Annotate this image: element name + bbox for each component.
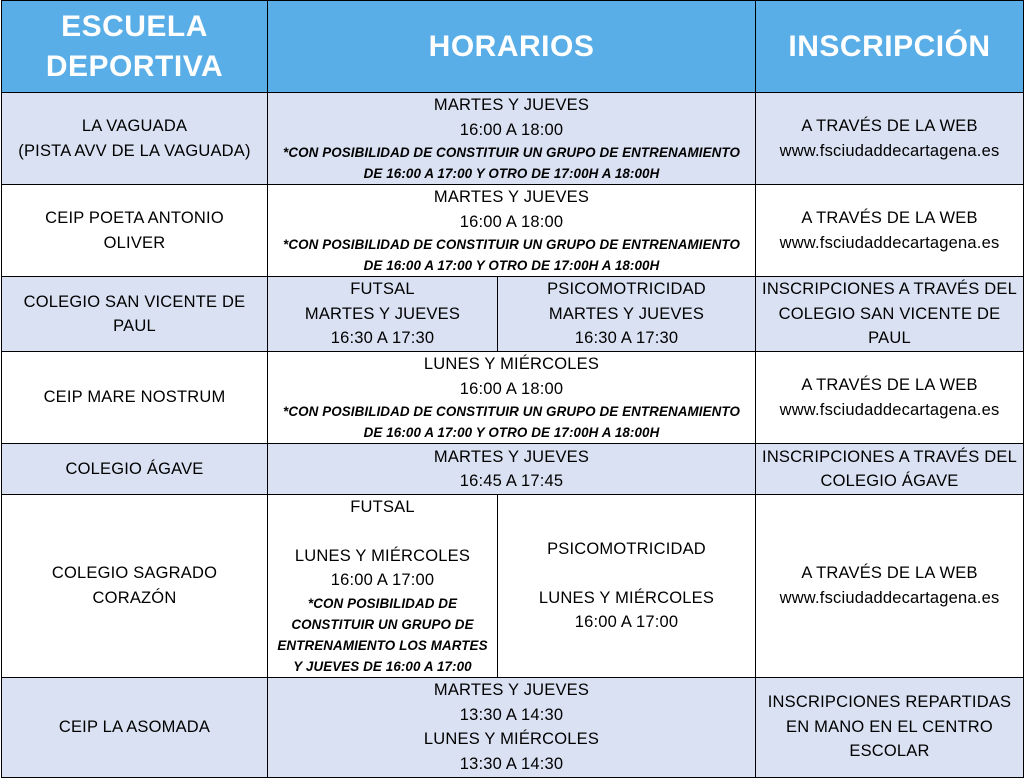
- schedule-time: 16:45 A 17:45: [459, 472, 564, 490]
- schedule-days: LUNES Y MIÉRCOLES: [423, 355, 600, 373]
- schedule-days: LUNES Y MIÉRCOLES: [423, 730, 600, 748]
- registration-cell: [756, 677, 1024, 777]
- school-cell: [2, 277, 268, 352]
- activity-title: FUTSAL: [350, 498, 415, 516]
- psychomotor-cell: [498, 277, 756, 352]
- futsal-cell: [268, 495, 498, 678]
- schedule-cell: [268, 677, 756, 777]
- schedule-time: 13:30 A 14:30: [459, 705, 564, 724]
- registration-text: COLEGIO ÁGAVE: [820, 472, 959, 490]
- registration-cell: [756, 277, 1024, 352]
- schedule-note: ENTRENAMIENTO LOS MARTES: [277, 637, 488, 653]
- school-cell: [2, 495, 268, 678]
- registration-text: INSCRIPCIONES A TRAVÉS DEL: [762, 280, 1017, 299]
- registration-cell: [756, 185, 1024, 277]
- futsal-cell: [268, 277, 498, 352]
- schedule-note: *CON POSIBILIDAD DE CONSTITUIR UN GRUPO DE ENTRENAMIENTO: [283, 237, 740, 252]
- schedule-table: [1, 0, 1024, 778]
- psychomotor-cell: [498, 495, 756, 678]
- school-name-cont: OLIVER: [103, 233, 166, 252]
- registration-url: www.fsciudaddecartagena.es: [779, 233, 1000, 252]
- activity-title: PSICOMOTRICIDAD: [547, 280, 706, 299]
- schedule-time: 16:30 A 17:30: [574, 329, 679, 348]
- registration-url: www.fsciudaddecartagena.es: [779, 141, 1000, 160]
- table-row: [2, 495, 1024, 678]
- schedule-days: MARTES Y JUEVES: [433, 681, 590, 699]
- registration-cell: [756, 352, 1024, 444]
- registration-url: www.fsciudaddecartagena.es: [779, 400, 1000, 419]
- schedule-days: MARTES Y JUEVES: [433, 447, 590, 466]
- school-name: CEIP POETA ANTONIO: [45, 209, 224, 227]
- registration-cell: [756, 495, 1024, 678]
- schedule-time: 13:30 A 14:30: [459, 754, 564, 773]
- registration-text: PAUL: [868, 329, 911, 348]
- schedule-time: 16:00 A 18:00: [459, 212, 564, 231]
- schedule-time: 16:00 A 18:00: [459, 120, 564, 139]
- registration-text: A TRAVÉS DE LA WEB: [801, 117, 978, 135]
- registration-text: A TRAVÉS DE LA WEB: [801, 376, 978, 394]
- schedule-days: MARTES Y JUEVES: [433, 96, 590, 114]
- schedule-cell: [268, 185, 756, 277]
- school-detail: (PISTA AVV DE LA VAGUADA): [18, 141, 251, 160]
- header-schedule: HORARIOS: [268, 1, 756, 93]
- school-cell: [2, 185, 268, 277]
- registration-url: www.fsciudaddecartagena.es: [779, 588, 1000, 607]
- header-registration: INSCRIPCIÓN: [756, 1, 1024, 93]
- schedule-time: 16:00 A 17:00: [330, 571, 435, 589]
- table-row: [2, 185, 1024, 277]
- schedule-days: MARTES Y JUEVES: [304, 304, 461, 323]
- schedule-cell: [268, 444, 756, 495]
- registration-text: COLEGIO SAN VICENTE DE: [778, 304, 1001, 323]
- schedule-days: LUNES Y MIÉRCOLES: [538, 588, 715, 607]
- registration-text: A TRAVÉS DE LA WEB: [801, 209, 978, 227]
- schedule-note: *CON POSIBILIDAD DE CONSTITUIR UN GRUPO DE ENTRENAMIENTO: [283, 145, 740, 160]
- schedule-note: Y JUEVES DE 16:00 A 17:00: [293, 658, 472, 674]
- table-row: [2, 444, 1024, 495]
- school-name: COLEGIO ÁGAVE: [65, 459, 204, 478]
- registration-text: INSCRIPCIONES A TRAVÉS DEL: [762, 447, 1017, 466]
- registration-cell: [756, 444, 1024, 495]
- school-cell: [2, 444, 268, 495]
- header-row: [2, 1, 1024, 93]
- activity-title: FUTSAL: [350, 280, 415, 299]
- registration-text: EN MANO EN EL CENTRO: [786, 717, 993, 736]
- schedule-time: 16:00 A 17:00: [574, 613, 679, 631]
- schedule-note: DE 16:00 A 17:00 Y OTRO DE 17:00H A 18:00H: [363, 425, 660, 440]
- school-cell: [2, 352, 268, 444]
- schedule-cell: [268, 352, 756, 444]
- school-name: LA VAGUADA: [81, 117, 188, 135]
- registration-text: ESCOLAR: [849, 742, 930, 761]
- schedule-note: *CON POSIBILIDAD DE: [307, 595, 458, 611]
- school-name: COLEGIO SAN VICENTE DE: [23, 292, 246, 311]
- registration-text: INSCRIPCIONES REPARTIDAS: [767, 693, 1012, 712]
- school-cell: [2, 93, 268, 185]
- school-name: COLEGIO SAGRADO: [51, 564, 218, 583]
- header-school: ESCUELA DEPORTIVA: [2, 1, 268, 93]
- table-row: [2, 352, 1024, 444]
- school-name: CEIP MARE NOSTRUM: [43, 388, 226, 407]
- registration-text: A TRAVÉS DE LA WEB: [801, 564, 978, 583]
- schedule-note: *CON POSIBILIDAD DE CONSTITUIR UN GRUPO DE ENTRENAMIENTO: [283, 404, 740, 419]
- schedule-time: 16:00 A 18:00: [459, 379, 564, 398]
- table-row: [2, 93, 1024, 185]
- school-cell: [2, 677, 268, 777]
- school-name: CEIP LA ASOMADA: [58, 717, 211, 736]
- table-row: [2, 677, 1024, 777]
- schedule-days: MARTES Y JUEVES: [433, 188, 590, 206]
- table-row: [2, 277, 1024, 352]
- school-name-cont: PAUL: [113, 317, 156, 335]
- schedule-cell: [268, 93, 756, 185]
- schedule-days: MARTES Y JUEVES: [548, 304, 705, 323]
- schedule-days: LUNES Y MIÉRCOLES: [294, 546, 471, 565]
- schedule-time: 16:30 A 17:30: [330, 329, 435, 348]
- registration-cell: [756, 93, 1024, 185]
- schedule-note: DE 16:00 A 17:00 Y OTRO DE 17:00H A 18:00H: [363, 258, 660, 273]
- school-name-cont: CORAZÓN: [92, 588, 177, 607]
- activity-title: PSICOMOTRICIDAD: [547, 540, 706, 558]
- schedule-note: DE 16:00 A 17:00 Y OTRO DE 17:00H A 18:00H: [363, 166, 660, 181]
- schedule-note: CONSTITUIR UN GRUPO DE: [291, 616, 474, 632]
